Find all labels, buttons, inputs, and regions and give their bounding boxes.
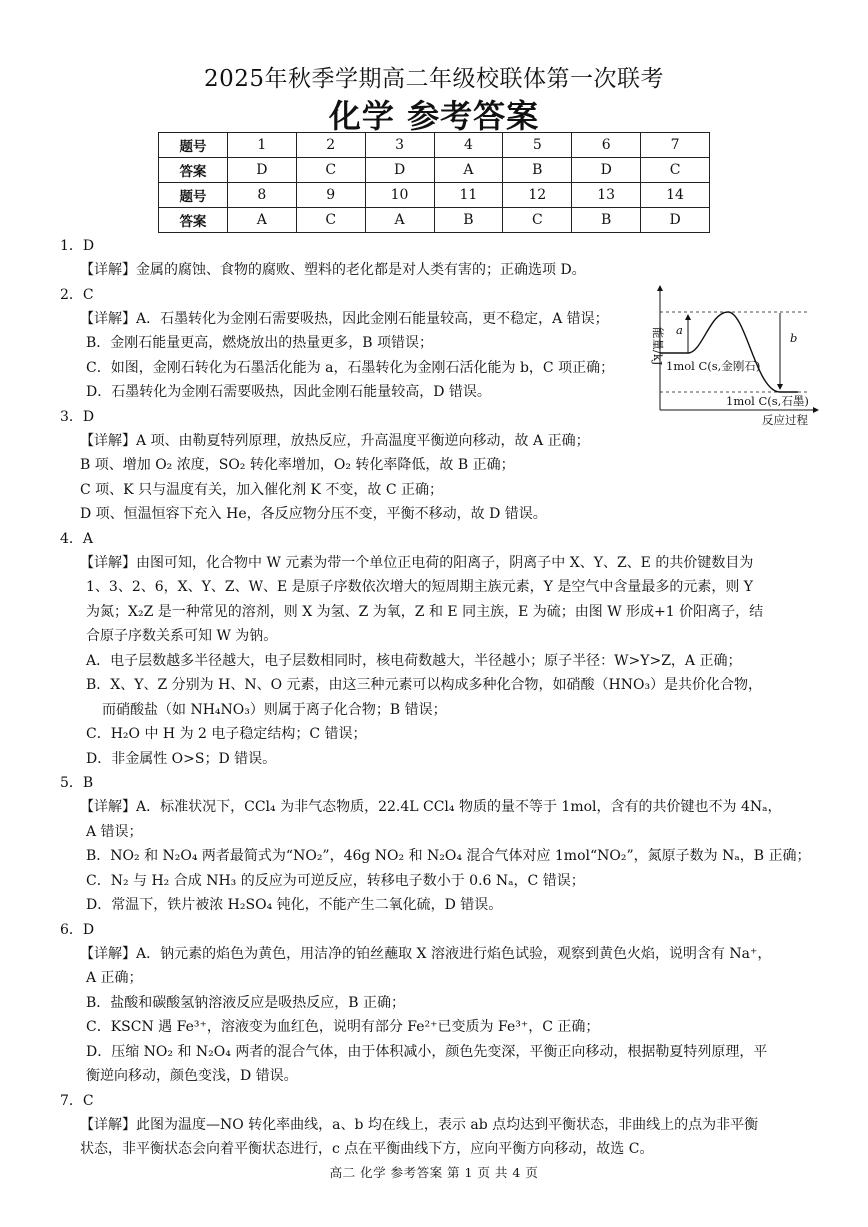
question-number: 14: [641, 183, 710, 208]
explanation-line: 【详解】A 项、由勒夏特列原理，放热反应，升高温度平衡逆向移动，故 A 正确；: [80, 432, 590, 449]
explanation-line: C．H₂O 中 H 为 2 电子稳定结构；C 错误；: [86, 726, 367, 742]
answer-cell: D: [572, 158, 641, 183]
answer-cell: C: [296, 158, 365, 183]
explanation-line: C．KSCN 遇 Fe³⁺，溶液变为血红色，说明有部分 Fe²⁺已变质为 Fe³⁺，C 正确；: [86, 1019, 600, 1035]
explanation-line: B．金刚石能量更高，燃烧放出的热量更多，B 项错误；: [86, 335, 434, 351]
diamond-state-label: 1mol C(s,金刚石): [666, 359, 761, 373]
explanation-line: 【详解】金属的腐蚀、食物的腐败、塑料的老化都是对人类有害的；正确选项 D。: [80, 262, 586, 278]
explanation-line: B．盐酸和碳酸氢钠溶液反应是吸热反应，B 正确；: [86, 994, 406, 1011]
explanation-line: 1、3、2、6，X、Y、Z、W、E 是原子序数依次增大的短周期主族元素，Y 是空气中含量最多的元素，则 Y: [86, 579, 754, 595]
explanation-line: D．压缩 NO₂ 和 N₂O₄ 两者的混合气体，由于体积减小，颜色先变深，平衡正向移动，根据勒夏特列原理，平: [86, 1043, 768, 1060]
row-label: 答案: [159, 208, 228, 233]
question-heading: 4．A: [60, 530, 94, 547]
answer-cell: A: [227, 208, 296, 233]
explanation-line: 而硝酸盐（如 NH₄NO₃）则属于离子化合物；B 错误；: [102, 701, 447, 718]
question-number: 4: [434, 133, 503, 158]
question-heading: 7．C: [60, 1092, 94, 1109]
x-axis-label: 反应过程: [762, 413, 808, 427]
answer-cell: A: [365, 208, 434, 233]
row-label: 答案: [159, 158, 228, 183]
question-number: 2: [296, 133, 365, 158]
question-number: 1: [227, 133, 296, 158]
explanation-line: 【详解】此图为温度—NO 转化率曲线，a、b 均在线上，表示 ab 点均达到平衡状态，非曲线上的点为非平衡: [80, 1116, 759, 1133]
page-footer: 高二 化学 参考答案 第 1 页 共 4 页: [329, 1165, 539, 1180]
explanation-line: A．电子层数越多半径越大，电子层数相同时，核电荷数越大，半径越小；原子半径：W>Y>Z，A 正确；: [86, 652, 742, 669]
energy-diagram-svg: [640, 282, 825, 430]
row-label: 题号: [159, 183, 228, 208]
question-number: 9: [296, 183, 365, 208]
explanation-line: B．X、Y、Z 分别为 H、N、O 元素，由这三种元素可以构成多种化合物，如硝酸（HNO₃）是共价化合物，: [86, 677, 763, 693]
answer-cell: A: [434, 158, 503, 183]
question-number: 8: [227, 183, 296, 208]
label-b: b: [790, 331, 798, 345]
question-heading: 3．D: [60, 408, 95, 425]
explanation-line: D 项、恒温恒容下充入 He，各反应物分压不变，平衡不移动，故 D 错误。: [80, 506, 547, 522]
explanation-line: 合原子序数关系可知 W 为钠。: [86, 628, 278, 644]
row-label: 题号: [159, 133, 228, 158]
answer-cell: D: [641, 208, 710, 233]
energy-diagram: [640, 282, 825, 430]
explanation-line: C 项、K 只与温度有关，加入催化剂 K 不变，故 C 正确；: [80, 481, 444, 498]
explanation-line: D．非金属性 O>S；D 错误。: [86, 750, 277, 767]
explanation-line: B．NO₂ 和 N₂O₄ 两者最简式为“NO₂”，46g NO₂ 和 N₂O₄ 混合气体对应 1mol“NO₂”，氮原子数为 Nₐ，B 正确；: [86, 848, 811, 864]
graphite-state-label: 1mol C(s,石墨): [726, 394, 809, 408]
question-number: 11: [434, 183, 503, 208]
page-title: 化学 参考答案: [328, 97, 540, 135]
answer-row: [159, 158, 710, 183]
explanation-line: 【详解】A．钠元素的焰色为黄色，用洁净的铂丝蘸取 X 溶液进行焰色试验，观察到黄色火焰，说明含有 Na⁺，: [80, 945, 772, 962]
explanation-line: D．石墨转化为金刚石需要吸热，因此金刚石能量较高，D 错误。: [86, 384, 491, 400]
explanation-line: 【详解】A．标准状况下，CCl₄ 为非气态物质，22.4L CCl₄ 物质的量不等于 1mol，含有的共价键也不为 4Nₐ，: [80, 799, 782, 815]
explanation-line: 衡逆向移动，颜色变浅，D 错误。: [86, 1068, 298, 1084]
explanation-line: B 项、增加 O₂ 浓度，SO₂ 转化率增加，O₂ 转化率降低，故 B 正确；: [80, 457, 515, 473]
question-number: 7: [641, 133, 710, 158]
question-heading: 6．D: [60, 921, 95, 938]
answer-row: [159, 208, 710, 233]
answer-cell: C: [641, 158, 710, 183]
question-number-row: [159, 133, 710, 158]
question-heading: 2．C: [60, 286, 94, 303]
explanation-line: D．常温下，铁片被浓 H₂SO₄ 钝化，不能产生二氧化硫，D 错误。: [86, 897, 503, 913]
question-heading: 5．B: [60, 775, 94, 791]
exam-title: 2025年秋季学期高二年级校联体第一次联考: [203, 66, 665, 92]
question-number: 5: [503, 133, 572, 158]
explanation-line: 【详解】由图可知，化合物中 W 元素为带一个单位正电荷的阳离子，阴离子中 X、Y、Z、E 的共价键数目为: [80, 554, 754, 571]
question-number: 6: [572, 133, 641, 158]
explanation-line: A 错误；: [86, 823, 143, 840]
question-number: 10: [365, 183, 434, 208]
answer-cell: B: [434, 208, 503, 233]
question-number: 3: [365, 133, 434, 158]
explanation-line: 为氮；X₂Z 是一种常见的溶剂，则 X 为氢、Z 为氧，Z 和 E 同主族，E 为硫；由图 W 形成+1 价阳离子，结: [86, 603, 764, 620]
question-number-row: [159, 183, 710, 208]
answer-cell: C: [296, 208, 365, 233]
label-a: a: [676, 323, 683, 337]
explanation-line: C．如图，金刚石转化为石墨活化能为 a，石墨转化为金刚石活化能为 b，C 项正确；: [86, 359, 615, 376]
answer-cell: B: [572, 208, 641, 233]
explanation-line: 状态，非平衡状态会向着平衡状态进行，c 点在平衡曲线下方，应向平衡方向移动，故选 C。: [80, 1141, 654, 1157]
explanation-line: A 正确；: [86, 970, 143, 986]
answer-cell: D: [227, 158, 296, 183]
question-number: 12: [503, 183, 572, 208]
answer-key-table: [158, 132, 710, 233]
y-axis-label: 能量/kJ: [651, 327, 665, 366]
question-heading: 1．D: [60, 238, 95, 254]
question-number: 13: [572, 183, 641, 208]
explanation-line: C．N₂ 与 H₂ 合成 NH₃ 的反应为可逆反应，转移电子数小于 0.6 Nₐ，C 错误；: [86, 872, 585, 889]
answer-cell: D: [365, 158, 434, 183]
explanation-line: 【详解】A．石墨转化为金刚石需要吸热，因此金刚石能量较高，更不稳定，A 错误；: [80, 310, 609, 327]
answer-cell: C: [503, 208, 572, 233]
answer-cell: B: [503, 158, 572, 183]
